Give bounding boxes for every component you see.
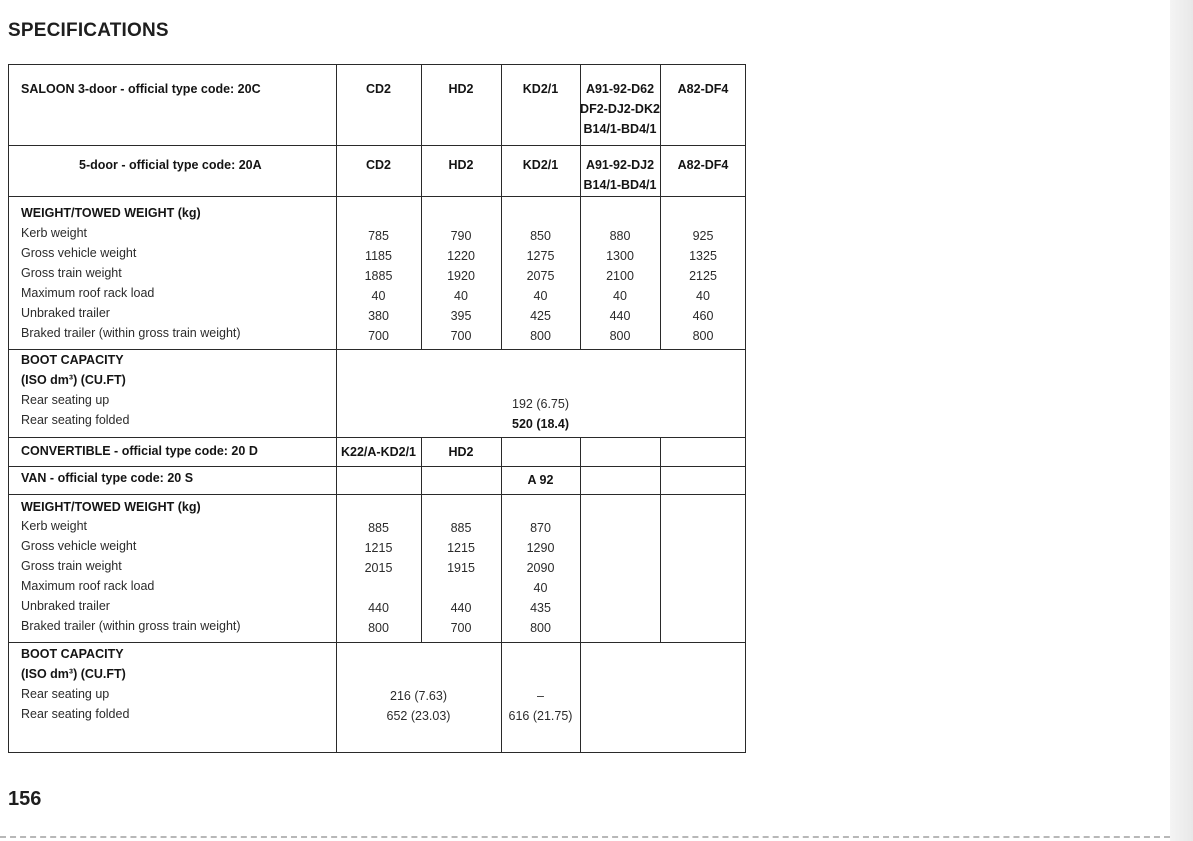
code-cell: HD2 [448, 82, 474, 96]
value-cell: 40 [454, 289, 468, 303]
weight-column [501, 226, 580, 346]
value-cell: 2090 [526, 561, 555, 575]
value-cell: 1920 [447, 269, 475, 283]
list-item: Braked trailer (within gross train weight) [21, 326, 241, 340]
code-cell: DF2-DJ2-DK2 [580, 102, 660, 116]
weight-column [501, 518, 580, 638]
van-label: VAN - official type code: 20 S [21, 471, 194, 485]
value-cell: 1215 [447, 541, 475, 555]
value-cell: 40 [371, 289, 386, 303]
value-cell: 1885 [364, 269, 393, 283]
table-border-top [8, 64, 746, 65]
boot-unit-label: (ISO dm³) (CU.FT) [21, 667, 126, 681]
weight-column [580, 226, 660, 346]
page-number: 156 [8, 788, 42, 810]
weight-labels [21, 223, 241, 343]
table-border-bottom [8, 752, 746, 753]
value-cell: 440 [450, 601, 472, 615]
value-cell: 395 [450, 309, 472, 323]
value-cell: 1325 [689, 249, 717, 263]
value-cell: 1915 [447, 561, 475, 575]
value-cell: 460 [692, 309, 714, 323]
code-cell: CD2 [365, 158, 391, 172]
list-item: Rear seating up [21, 687, 110, 701]
value-cell: 1185 [365, 249, 392, 263]
column-divider [580, 437, 581, 753]
boot-unit-label: (ISO dm³) (CU.FT) [21, 373, 126, 387]
saloon-5door-label: 5-door - official type code: 20A [79, 158, 262, 172]
code-cell: B14/1-BD4/1 [583, 178, 657, 192]
code-cell: A82-DF4 [677, 158, 729, 172]
weight-labels [21, 516, 241, 636]
code-cell: A91-92-D62 [585, 82, 655, 96]
table-border-left [8, 64, 9, 753]
code-cell: KD2/1 [522, 82, 559, 96]
boot-labels [21, 390, 129, 430]
value-cell: 216 (7.63) [390, 689, 447, 703]
value-cell: 925 [692, 229, 714, 243]
value-cell: 1300 [606, 249, 634, 263]
value-cell: 616 (21.75) [508, 709, 573, 723]
list-item: Rear seating up [21, 393, 110, 407]
weight-section-title: WEIGHT/TOWED WEIGHT (kg) [21, 500, 201, 514]
value-cell: 2125 [689, 269, 717, 283]
row-divider [8, 494, 746, 495]
page-edge-shadow [1170, 0, 1193, 841]
value-cell: 885 [368, 521, 389, 535]
list-item: Kerb weight [21, 226, 88, 240]
value-cell: 700 [450, 329, 472, 343]
list-item: Maximum roof rack load [21, 579, 155, 593]
value-cell: 850 [530, 229, 551, 243]
list-item: Unbraked trailer [21, 599, 110, 613]
value-cell: 40 [613, 289, 627, 303]
value-cell: 192 (6.75) [512, 397, 569, 411]
code-cell: CD2 [365, 82, 391, 96]
value-cell: 800 [530, 329, 551, 343]
convertible-label: CONVERTIBLE - official type code: 20 D [21, 444, 258, 458]
value-cell: 700 [450, 621, 472, 635]
value-cell: 520 (18.4) [512, 417, 569, 431]
value-cell: 2015 [364, 561, 393, 575]
code-cell: B14/1-BD4/1 [583, 122, 657, 136]
code-cell: KD2/1 [522, 158, 559, 172]
value-cell: 1215 [364, 541, 393, 555]
list-item: Unbraked trailer [21, 306, 110, 320]
boot-section-title: BOOT CAPACITY [21, 353, 124, 367]
row-divider [8, 196, 746, 197]
value-cell: 40 [696, 289, 710, 303]
value-cell: 440 [609, 309, 631, 323]
value-cell: 652 (23.03) [386, 709, 451, 723]
value-cell: 800 [530, 621, 551, 635]
value-cell: 800 [609, 329, 631, 343]
page-title: SPECIFICATIONS [8, 20, 169, 41]
weight-column [336, 518, 421, 638]
list-item: Gross train weight [21, 266, 122, 280]
value-cell: 870 [530, 521, 551, 535]
boot-section-title: BOOT CAPACITY [21, 647, 124, 661]
code-cell: A91-92-DJ2 [585, 158, 655, 172]
row-divider [8, 437, 746, 438]
column-divider [660, 437, 661, 642]
list-item: Braked trailer (within gross train weight) [21, 619, 241, 633]
code-cell: K22/A-KD2/1 [340, 445, 417, 459]
list-item: Gross train weight [21, 559, 122, 573]
page-footer-rule [0, 836, 1170, 838]
value-cell: 2075 [526, 269, 555, 283]
code-cell: A82-DF4 [677, 82, 729, 96]
specifications-table [8, 64, 746, 754]
value-cell [336, 578, 421, 598]
list-item: Gross vehicle weight [21, 539, 137, 553]
value-cell: 880 [609, 229, 631, 243]
boot-labels [21, 684, 129, 724]
value-cell: 435 [530, 601, 551, 615]
value-cell: 700 [368, 329, 389, 343]
value-cell [421, 578, 501, 598]
value-cell: 1290 [526, 541, 555, 555]
value-cell: 40 [533, 289, 548, 303]
code-cell: HD2 [448, 158, 474, 172]
value-cell: 800 [692, 329, 714, 343]
value-cell: 425 [530, 309, 551, 323]
value-cell: – [537, 689, 544, 703]
value-cell: 1220 [447, 249, 475, 263]
value-cell: 785 [368, 229, 389, 243]
value-cell: 440 [368, 601, 389, 615]
weight-section-title: WEIGHT/TOWED WEIGHT (kg) [21, 206, 201, 220]
weight-column [336, 226, 421, 346]
list-item: Rear seating folded [21, 413, 130, 427]
code-cell: HD2 [448, 445, 474, 459]
weight-column [660, 226, 746, 346]
value-cell: 885 [450, 521, 472, 535]
list-item: Rear seating folded [21, 707, 130, 721]
value-cell: 2100 [606, 269, 634, 283]
list-item: Maximum roof rack load [21, 286, 155, 300]
weight-column [421, 518, 501, 638]
weight-column [421, 226, 501, 346]
value-cell: 1275 [526, 249, 555, 263]
value-cell: 40 [533, 581, 548, 595]
value-cell: 800 [368, 621, 389, 635]
value-cell: 790 [450, 229, 472, 243]
saloon-3door-label: SALOON 3-door - official type code: 20C [21, 82, 261, 96]
value-cell: 380 [368, 309, 389, 323]
code-cell: A 92 [527, 473, 554, 487]
list-item: Gross vehicle weight [21, 246, 137, 260]
row-divider [8, 145, 746, 146]
list-item: Kerb weight [21, 519, 88, 533]
